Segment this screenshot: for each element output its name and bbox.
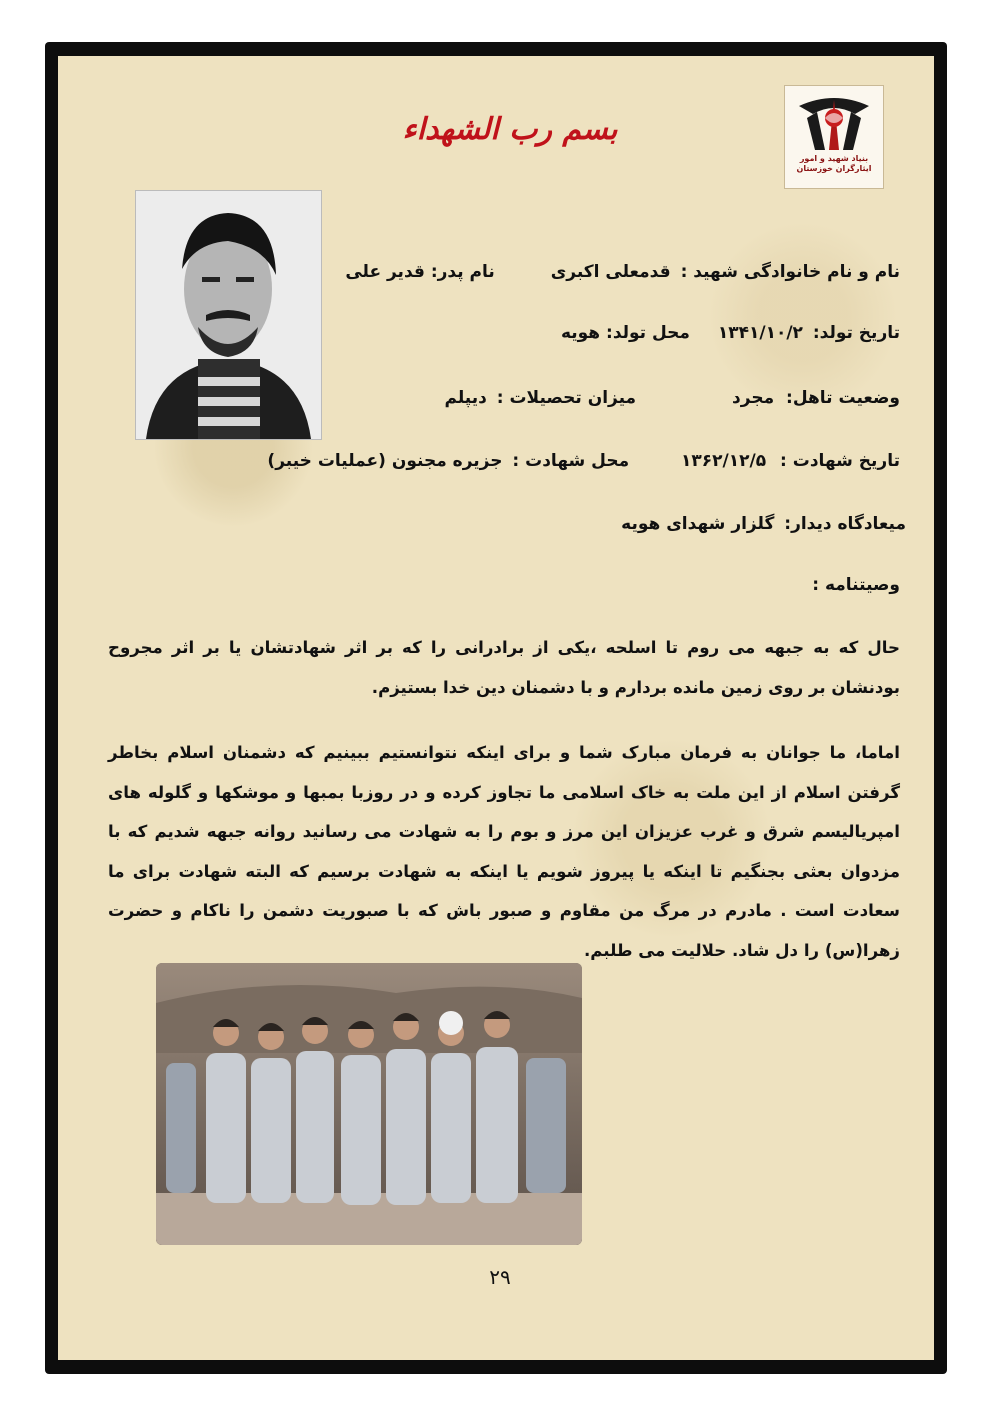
birth-date-value: ۱۳۴۱/۱۰/۲ bbox=[717, 323, 803, 343]
martyrdom-row bbox=[267, 451, 900, 471]
will-label: وصیتنامه : bbox=[812, 575, 900, 595]
birth-place-label: محل تولد: bbox=[606, 323, 690, 343]
martyr-portrait-photo bbox=[135, 190, 322, 440]
burial-label: میعادگاه دیدار: bbox=[784, 514, 906, 534]
will-paragraph-2: اماما، ما جوانان به فرمان مبارک شما و برای اینکه نتوانستیم ببینیم که دشمنان اسلام بخاطر گرفتن اسلام از این ملت به خاک اسلامی ما تجاوز کرده و در روزبا بمبها و موشکها و گلوله های امپریالیسم شرق و غرب عزیزان این مرز و بوم را به شهادت می رسانید روانه جبهه شدیم که با مزدوان بعثی بجنگیم تا اینکه یا پیروز شویم یا اینکه به شهادت برسیم که البته شهادت برای ما سعادت است . مادرم در مرگ من مقاوم و صبور باش که با صبوریت دشمن را ناکام و حضرت زهرا(س) را دل شاد. حلالیت می طلبم. bbox=[108, 743, 900, 960]
page-number: ۲۹ bbox=[489, 1265, 511, 1289]
birth-row bbox=[561, 323, 900, 343]
logo-emblem-icon bbox=[795, 92, 873, 152]
martyrdom-place-value: جزیره مجنون (عملیات خیبر) bbox=[267, 451, 503, 471]
martyrs-foundation-logo-icon bbox=[784, 85, 884, 189]
name-row bbox=[345, 262, 900, 282]
logo-caption: بنیاد شهید و امور ایثارگران خوزستان bbox=[796, 154, 872, 173]
burial-row bbox=[621, 514, 906, 534]
will-heading bbox=[812, 575, 900, 595]
education-label: میزان تحصیلات : bbox=[496, 388, 637, 408]
soldiers-group-photo bbox=[156, 963, 582, 1245]
martyrdom-date-value: ۱۳۶۲/۱۲/۵ bbox=[681, 451, 767, 471]
marital-value: مجرد bbox=[732, 388, 775, 408]
will-paragraph-1: حال که به جبهه می روم تا اسلحه ،یکی از برادرانی را که بر اثر شهادتشان یا بر اثر مجروح بودنشان بر روی زمین مانده بردارم و با دشمنان دین خدا بستیزم. bbox=[108, 638, 900, 697]
marital-label: وضعیت تاهل: bbox=[786, 388, 900, 408]
burial-value: گلزار شهدای هویه bbox=[621, 514, 775, 534]
martyrdom-date-label: تاریخ شهادت : bbox=[780, 451, 900, 471]
page-title: بسم رب الشهداء bbox=[402, 112, 618, 147]
martyrdom-place-label: محل شهادت : bbox=[512, 451, 630, 471]
birth-place-value: هویه bbox=[560, 323, 601, 343]
father-label: نام پدر: bbox=[430, 262, 495, 282]
name-label: نام و نام خانوادگی شهید : bbox=[680, 262, 900, 282]
education-value: دیپلم bbox=[444, 388, 487, 408]
name-value: قدمعلی اکبری bbox=[550, 262, 671, 282]
father-value: قدیر علی bbox=[345, 262, 425, 282]
marital-education-row bbox=[445, 388, 901, 408]
birth-date-label: تاریخ تولد: bbox=[812, 323, 900, 343]
